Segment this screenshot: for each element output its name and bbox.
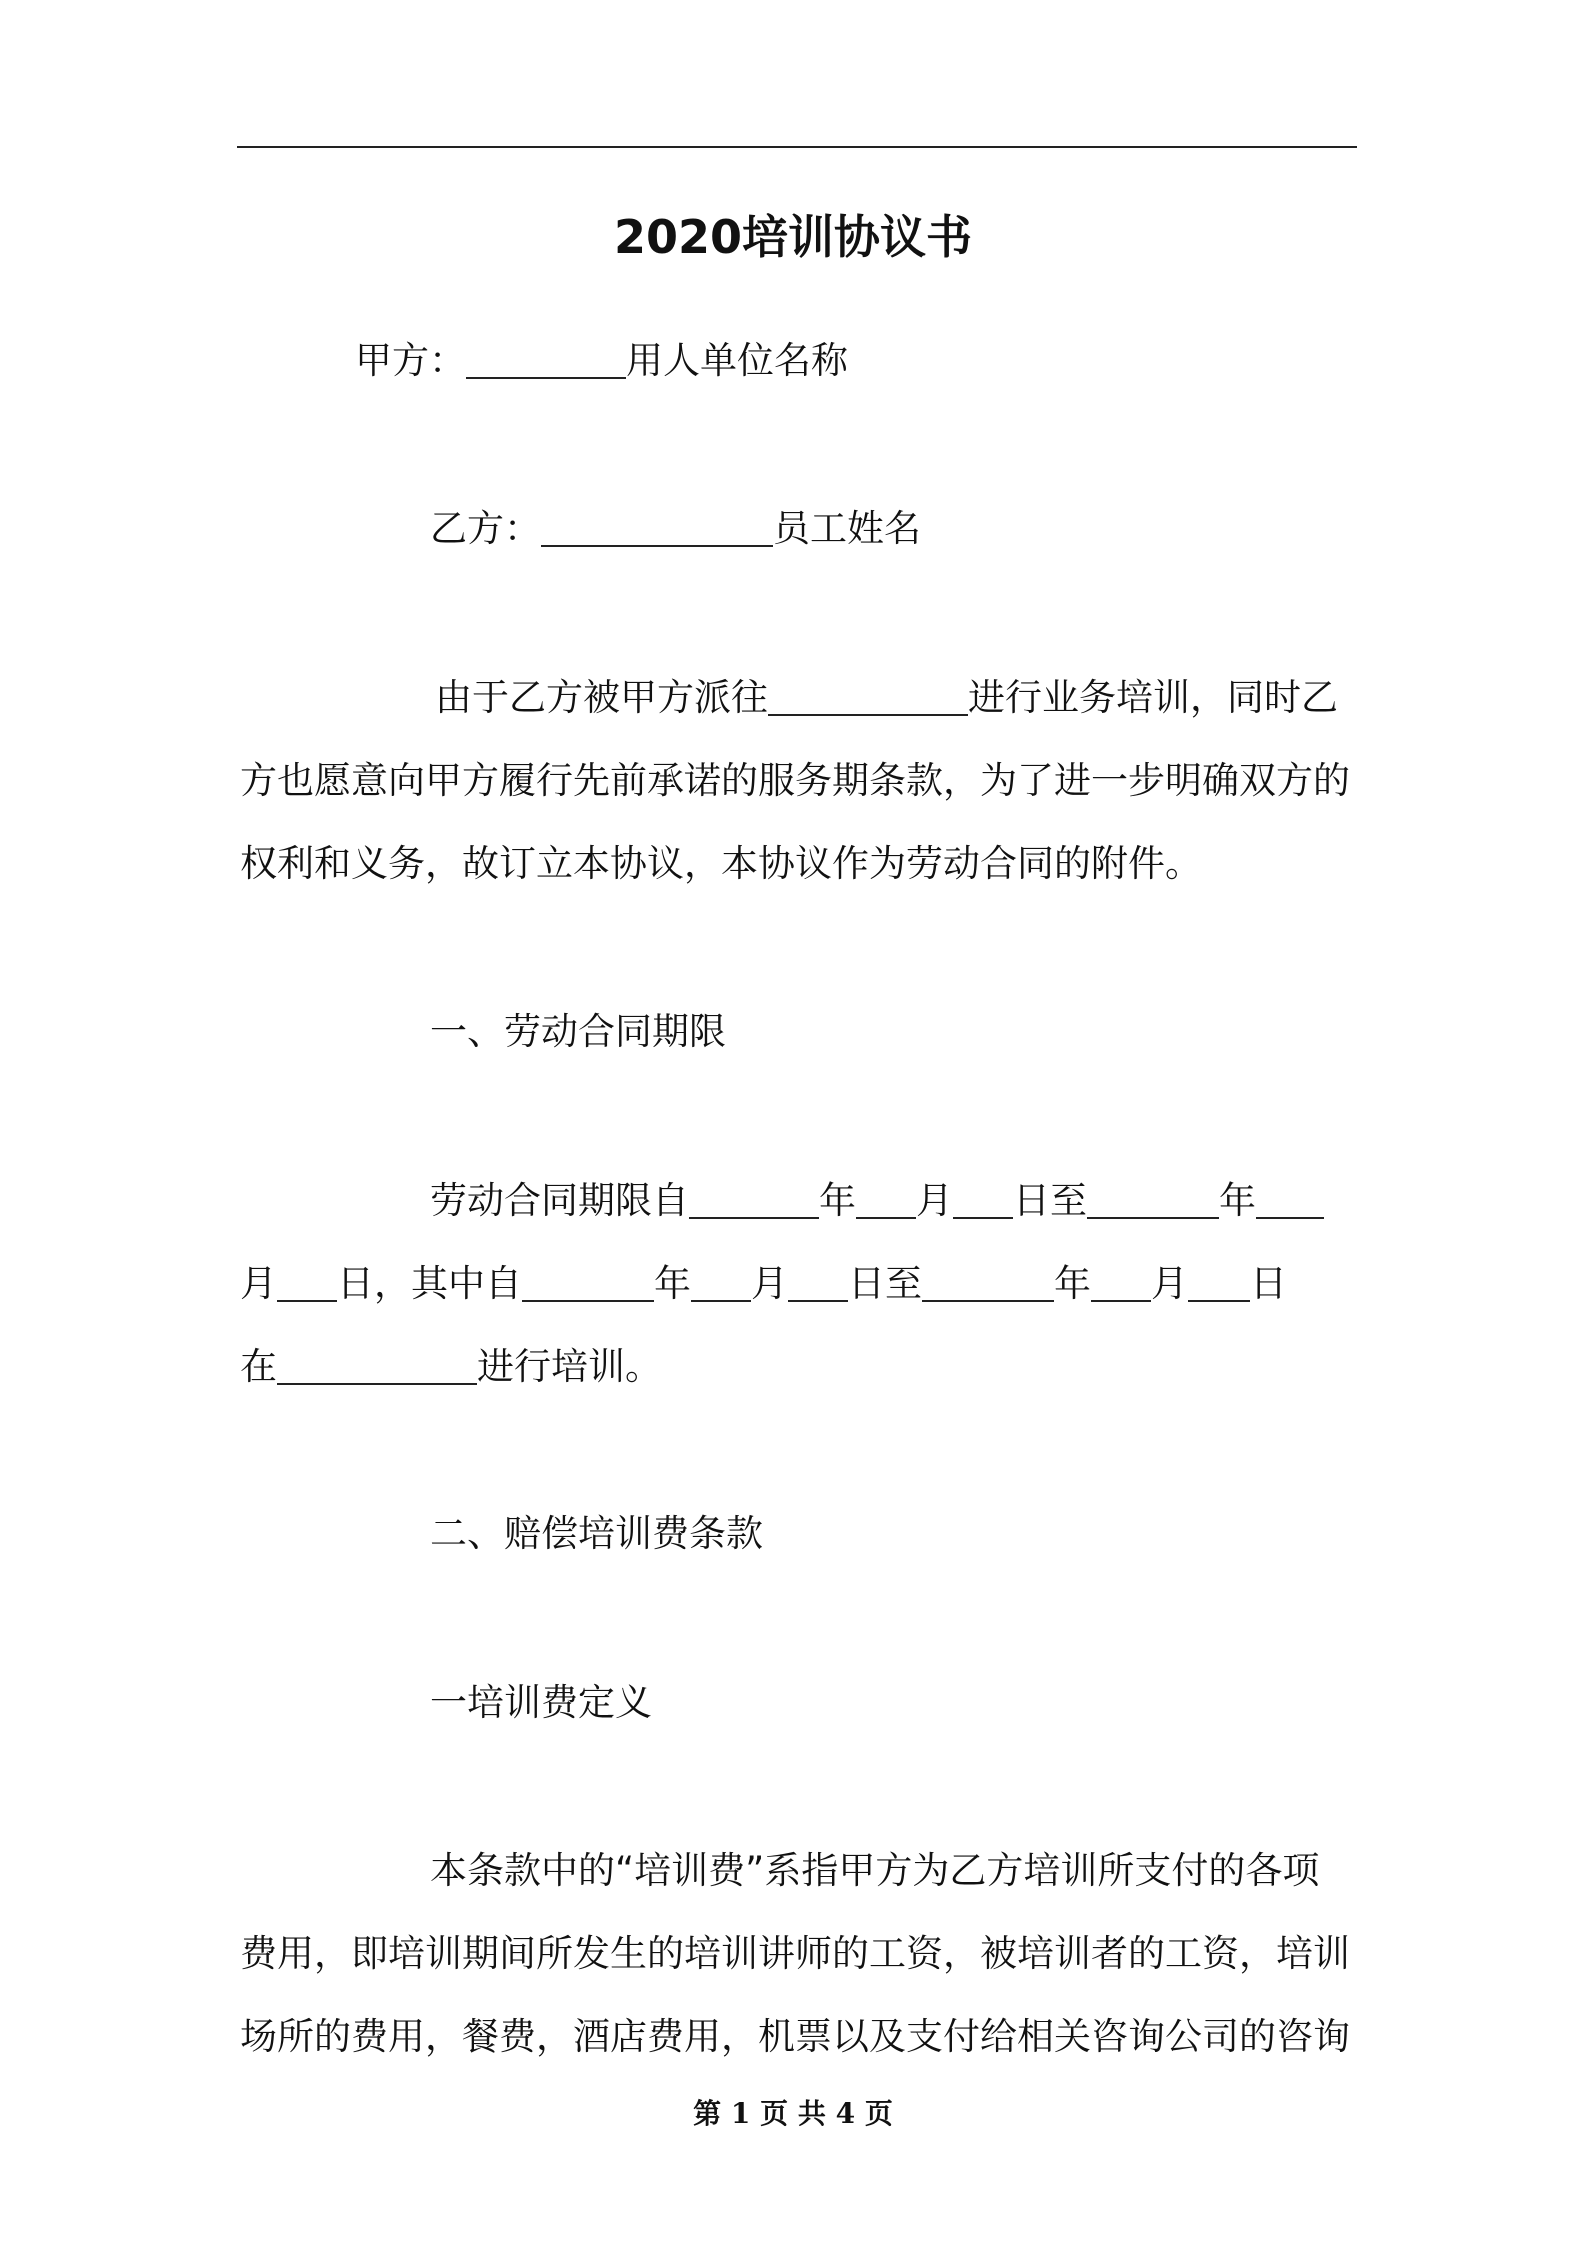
training-location-blank [277,1343,477,1385]
preamble-text: 由于乙方被甲方派往 [435,676,768,719]
section-2-subheading: 一培训费定义 [430,1681,652,1724]
document-title: 2020培训协议书 [613,210,973,264]
preamble-line-3: 权利和义务，故订立本协议，本协议作为劳动合同的附件。 [240,842,1202,885]
month-label: 月 [1151,1262,1188,1305]
term-line-3 [240,1341,662,1393]
year-label: 年 [1054,1262,1091,1305]
preamble-text: 进行业务培训，同时乙 [968,676,1338,719]
term-line-1 [430,1175,1324,1227]
party-b-suffix: 员工姓名 [773,507,921,550]
term-text: 劳动合同期限自 [430,1179,689,1222]
train-end-month-blank [1091,1260,1151,1302]
end-year-blank [1087,1177,1219,1219]
party-a-label: 甲方： [355,339,466,382]
start-day-blank [953,1177,1013,1219]
definition-line-2: 费用，即培训期间所发生的培训讲师的工资，被培训者的工资，培训 [240,1932,1350,1975]
party-a-suffix: 用人单位名称 [626,339,848,382]
month-label: 月 [751,1262,788,1305]
year-label: 年 [819,1179,856,1222]
train-start-year-blank [522,1260,654,1302]
party-b-blank [541,505,773,547]
party-b-label: 乙方： [430,507,541,550]
train-start-day-blank [788,1260,848,1302]
month-label: 月 [240,1262,277,1305]
term-line-2 [240,1258,1287,1310]
definition-line-1: 本条款中的“培训费”系指甲方为乙方培训所支付的各项 [430,1849,1320,1892]
start-month-blank [856,1177,916,1219]
day-to-label: 日至 [1013,1179,1087,1222]
destination-blank [768,674,968,716]
train-end-day-blank [1188,1260,1250,1302]
train-start-month-blank [691,1260,751,1302]
day-label: 日 [1250,1262,1287,1305]
preamble-line-2: 方也愿意向甲方履行先前承诺的服务期条款，为了进一步明确双方的 [240,759,1350,802]
preamble-line-1 [435,672,1338,724]
party-a-line [355,335,848,387]
year-label: 年 [1219,1179,1256,1222]
party-b-line [430,503,921,555]
section-2-heading: 二、赔偿培训费条款 [430,1512,763,1555]
page-footer: 第 1 页 共 4 页 [693,2097,893,2130]
end-day-blank [277,1260,337,1302]
section-1-heading: 一、劳动合同期限 [430,1010,726,1053]
month-label: 月 [916,1179,953,1222]
term-text: 在 [240,1345,277,1388]
party-a-blank [466,337,626,379]
term-text: 日，其中自 [337,1262,522,1305]
train-end-year-blank [922,1260,1054,1302]
start-year-blank [689,1177,819,1219]
definition-line-3: 场所的费用，餐费，酒店费用，机票以及支付给相关咨询公司的咨询 [240,2015,1350,2058]
end-month-blank [1256,1177,1324,1219]
year-label: 年 [654,1262,691,1305]
header-rule [237,146,1357,148]
term-text: 进行培训。 [477,1345,662,1388]
day-to-label: 日至 [848,1262,922,1305]
